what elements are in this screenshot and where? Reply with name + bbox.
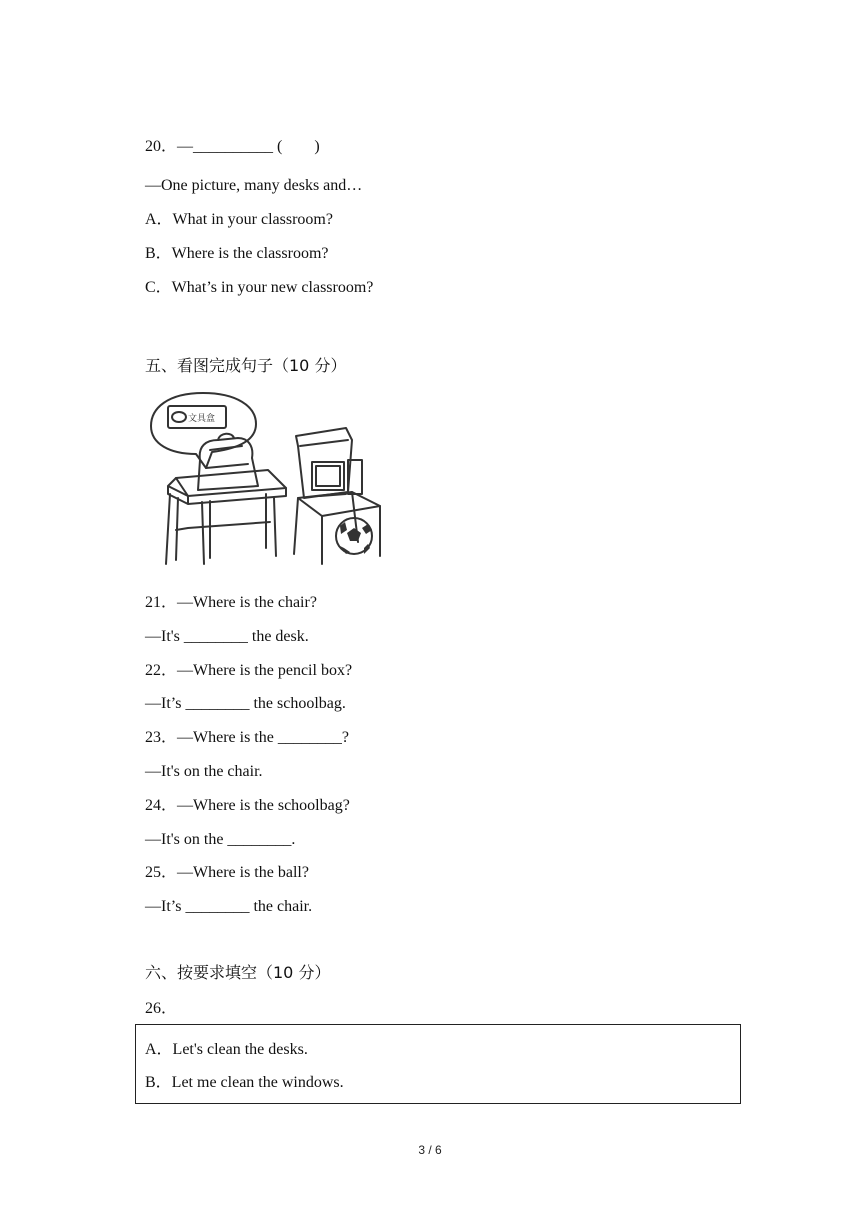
q26-label: 26． — [145, 1000, 178, 1017]
q20-option-a: A．What in your classroom? — [145, 211, 333, 228]
q26-sentence-a: A．Let's clean the desks. — [145, 1041, 308, 1058]
q25-question: 25．—Where is the ball? — [145, 864, 309, 881]
q21-answer: —It's ________ the desk. — [145, 628, 309, 645]
q20-stem: 20．—__________ ( ) — [145, 138, 320, 155]
speech-bubble — [151, 393, 256, 468]
q26-sentence-box — [135, 1024, 741, 1104]
pencil-box-sign: 文具盒 — [188, 414, 216, 424]
q20-answer-line: —One picture, many desks and… — [145, 177, 363, 194]
q20-option-c: C．What’s in your new classroom? — [145, 279, 374, 296]
q21-question: 21．—Where is the chair? — [145, 594, 317, 611]
q22-answer: —It’s ________ the schoolbag. — [145, 695, 346, 712]
q26-sentence-b: B．Let me clean the windows. — [145, 1074, 344, 1091]
section5-heading: 五、看图完成句子（10 分） — [145, 356, 347, 375]
q24-question: 24．—Where is the schoolbag? — [145, 797, 350, 814]
q20-option-b: B．Where is the classroom? — [145, 245, 329, 262]
section6-heading: 六、按要求填空（10 分） — [145, 963, 331, 982]
q24-answer: —It's on the ________. — [145, 831, 296, 848]
q23-answer: —It's on the chair. — [145, 763, 263, 780]
q23-question: 23．—Where is the ________? — [145, 729, 349, 746]
q25-answer: —It’s ________ the chair. — [145, 898, 313, 915]
q22-question: 22．—Where is the pencil box? — [145, 662, 353, 679]
page-number: 3 / 6 — [418, 1143, 442, 1157]
desk — [176, 470, 286, 496]
classroom-illustration — [148, 388, 398, 570]
